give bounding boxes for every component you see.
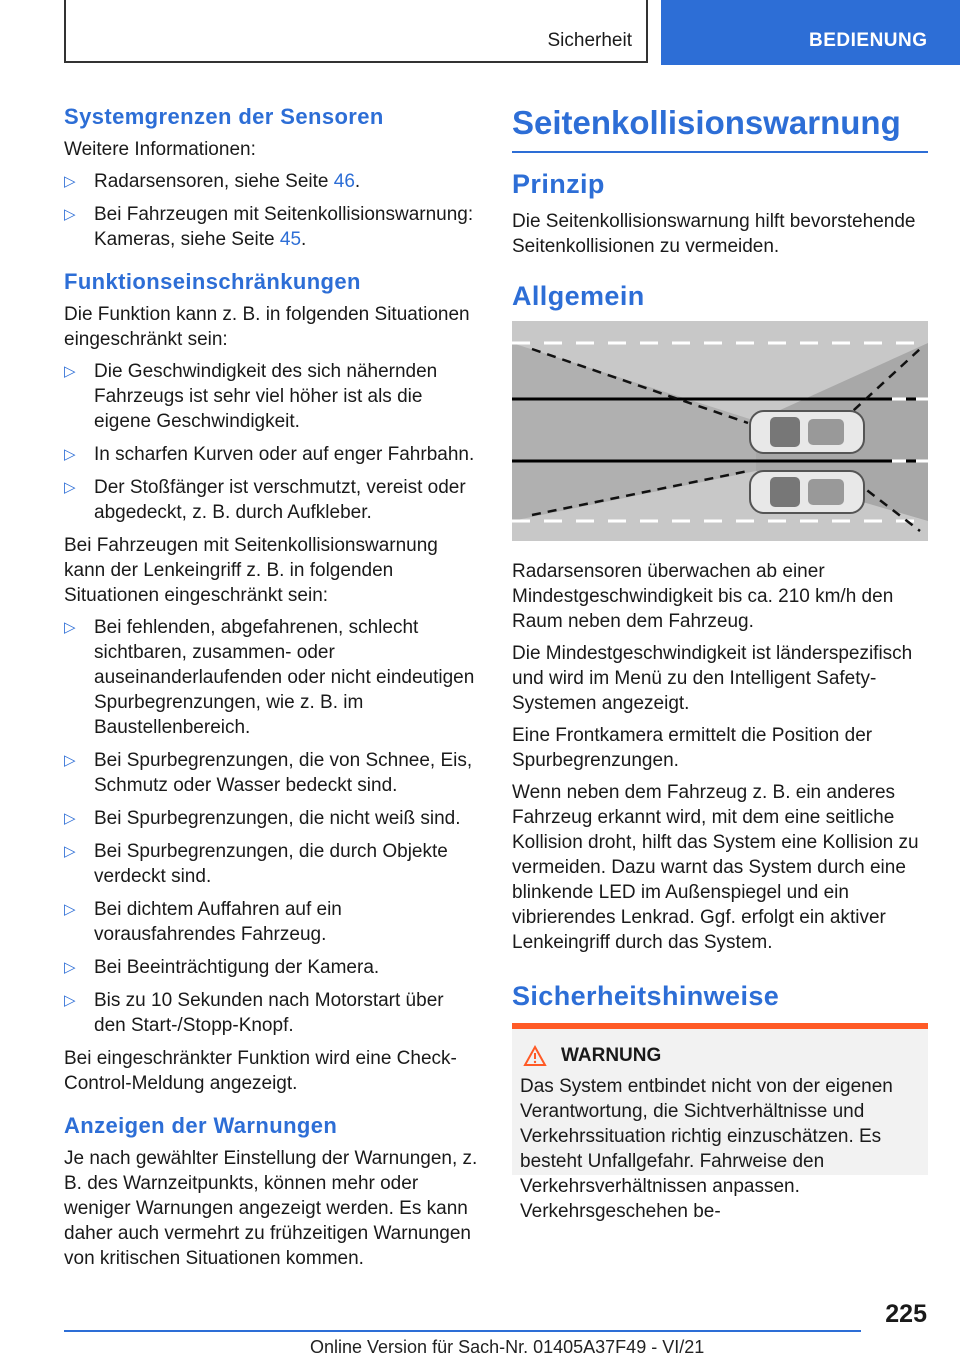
header-tab-label: BEDIENUNG [809,30,928,51]
list-item: ▷ Bei Fahrzeugen mit Seitenkollisionswarnung: Kameras, siehe Seite 45. [64,204,474,250]
heading-prinzip: Prinzip [512,169,605,199]
footer-divider [64,1330,861,1332]
triangle-bullet-icon: ▷ [64,992,76,1009]
car-icon [750,471,864,513]
list-item: ▷ Bei Spurbegrenzungen, die nicht weiß sind. [64,808,461,829]
triangle-bullet-icon: ▷ [64,959,76,976]
heading-anzeigen: Anzeigen der Warnungen [64,1113,338,1138]
text-mindest: Die Mindestgeschwindigkeit ist länderspezifisch und wird im Menü zu den Intelligent Safety-Systemen angezeigt. [512,643,913,714]
footer-text: Online Version für Sach-Nr. 01405A37F49 - VI/21 [310,1337,705,1357]
warning-triangle-icon [523,1045,547,1067]
triangle-bullet-icon: ▷ [64,479,76,496]
right-column [512,103,928,1222]
page-number: 225 [885,1300,927,1328]
text-funktion: Die Funktion kann z. B. in folgenden Situationen eingeschränkt sein: [64,304,470,350]
triangle-bullet-icon: ▷ [64,619,76,636]
text-prinzip: Die Seitenkollisionswarnung hilft bevorstehende Seitenkollisionen zu vermeiden. [512,211,916,257]
heading-funktion: Funktionseinschränkungen [64,269,361,294]
list-item: ▷ Radarsensoren, siehe Seite 46. [64,171,361,192]
text-wenn: Wenn neben dem Fahrzeug z. B. ein anderes Fahrzeug erkannt wird, mit dem eine seitliche Kollision droht, hilft das System eine Kollision zu vermeiden. Dazu warnt das System durch eine blinkende LED im Außenspiegel und ein vibrierendes Lenkrad. Ggf. erfolgt ein aktiver Lenkeingriff durch das System. [512,782,919,953]
list-item: ▷ Bei Spurbegrenzungen, die von Schnee, Eis, Schmutz oder Wasser bedeckt sind. [64,750,473,796]
left-column [64,103,479,1278]
text-radar: Radarsensoren überwachen ab einer Mindestgeschwindigkeit bis ca. 210 km/h den Raum neben dem Fahrzeug. [512,561,894,632]
triangle-bullet-icon: ▷ [64,173,76,190]
list-item: ▷ Bei dichtem Auffahren auf ein vorausfahrendes Fahrzeug. [64,899,342,945]
list-item: ▷ Bis zu 10 Sekunden nach Motorstart über den Start-/Stopp-Knopf. [64,990,444,1036]
header-box [64,0,648,63]
header-section: Sicherheit [547,30,632,51]
list-item: ▷ Bei Beeinträchtigung der Kamera. [64,957,380,978]
list-item: ▷ In scharfen Kurven oder auf enger Fahrbahn. [64,444,475,465]
list-item: ▷ Bei Spurbegrenzungen, die durch Objekte verdeckt sind. [64,841,448,887]
warning-box [512,1029,928,1222]
text-anzeigen: Je nach gewählter Einstellung der Warnungen, z. B. des Warnzeitpunkts, können mehr oder weniger Warnungen angezeigt werden. Es kann daher auch vermehrt zu frühzeitigen Warnungen von kritischen Situationen kommen. [64,1148,478,1269]
triangle-bullet-icon: ▷ [64,810,76,827]
list-item: ▷ Der Stoßfänger ist verschmutzt, vereist oder abgedeckt, z. B. durch Aufkleber. [64,477,466,523]
page-link-45[interactable]: 45 [279,229,302,250]
triangle-bullet-icon: ▷ [64,752,76,769]
page-link-46[interactable]: 46 [333,171,355,192]
warning-text: Das System entbindet nicht von der eigenen Verantwortung, die Sichtverhältnisse und Verkehrssituation richtig einzuschätzen. Es besteht Unfallgefahr. Fahrweise den Verkehrsverhältnissen anpassen. Verkehrsgeschehen be- [520,1076,893,1222]
triangle-bullet-icon: ▷ [64,901,76,918]
illustration-side-sensors [512,321,928,541]
triangle-bullet-icon: ▷ [64,446,76,463]
text-kamera: Eine Frontkamera ermittelt die Position der Spurbegrenzungen. [512,725,873,771]
triangle-bullet-icon: ▷ [64,843,76,860]
road-illustration [512,321,928,541]
page-title: Seitenkollisionswarnung [512,103,928,153]
car-icon [750,411,864,453]
warning-title: WARNUNG [520,1043,920,1068]
text-lenk: Bei Fahrzeugen mit Seitenkollisionswarnung kann der Lenkeingriff z. B. in folgenden Situationen eingeschränkt sein: [64,535,438,606]
sensor-list [64,169,479,252]
text-check: Bei eingeschränkter Funktion wird eine Check-Control-Meldung angezeigt. [64,1048,457,1094]
text-weitere: Weitere Informationen: [64,139,256,160]
list-item: ▷ Bei fehlenden, abgefahrenen, schlecht sichtbaren, zusammen- oder auseinanderlaufenden oder nicht eindeutigen Spurbegrenzungen, wie z. B. im Baustellenbereich. [64,617,475,738]
heading-systemgrenzen: Systemgrenzen der Sensoren [64,104,384,129]
list-item: ▷ Die Geschwindigkeit des sich nähernden Fahrzeugs ist sehr viel höher ist als die eigene Geschwindigkeit. [64,361,438,432]
heading-sicherheit: Sicherheitshinweise [512,981,780,1011]
triangle-bullet-icon: ▷ [64,363,76,380]
triangle-bullet-icon: ▷ [64,206,76,223]
funktion-list [64,359,479,525]
header-tab-bedienung[interactable] [661,0,960,65]
lenk-list [64,615,479,1038]
heading-allgemein: Allgemein [512,281,645,311]
